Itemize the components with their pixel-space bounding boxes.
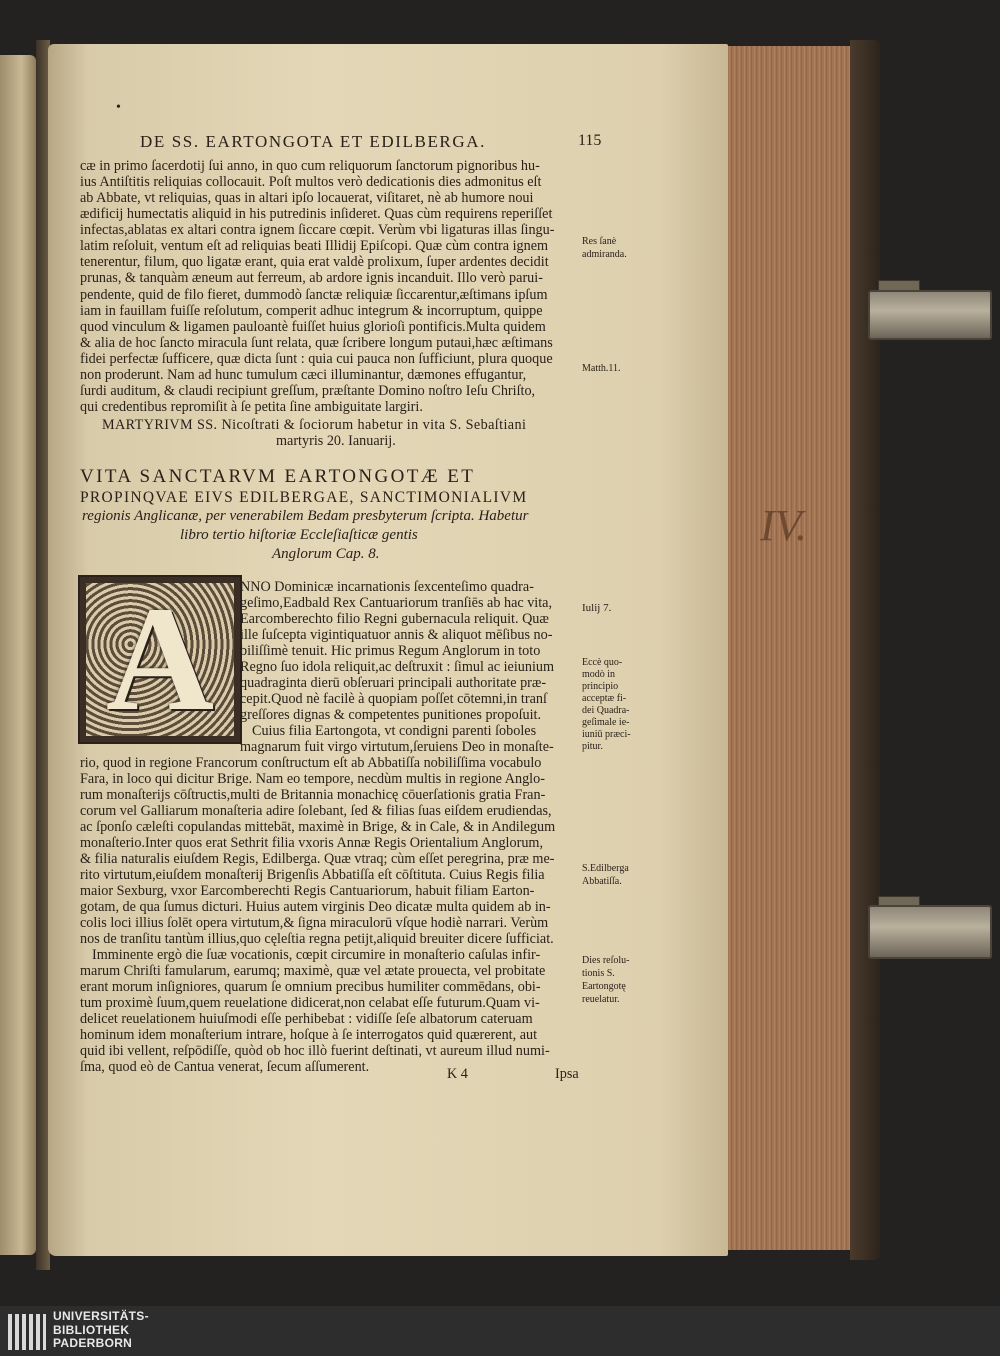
martyrium-notice: martyris 20. Ianuarij. [276, 433, 396, 449]
body-line: ac ſponſo cæleſti copulandas mittebāt, maximè in Brige, & in Cale, & in Andilegum [80, 819, 556, 835]
vita-title: VITA SANCTARVM EARTONGOTÆ ET [80, 466, 476, 487]
body-line: quod vinculum & ligamen pauloantè fuiſſet huius glorioſi pontificis.Multa quidem [80, 319, 546, 335]
vita-subtitle-italic: libro tertio hiſtoriæ Eccleſiaſticæ gentis [180, 527, 418, 543]
body-line: greſſores dignas & competentes punitiones propoſuit. [240, 707, 542, 723]
library-logo-icon [8, 1314, 46, 1350]
margin-note: modò in [582, 669, 616, 680]
margin-note: geſimale ie- [582, 717, 630, 728]
body-line: maior Sexburg, vxor Earcomberechti Regis Cantuariorum, habuit filiam Earton- [80, 883, 535, 899]
fore-edge [718, 46, 858, 1250]
body-line: non proderunt. Nam ad hunc tumulum cæci illuminantur, dæmones effugantur, [80, 367, 527, 383]
body-line: geſimo,Eadbald Rex Cantuariorum tranſiēs ab hac vita, [240, 595, 553, 611]
body-line: NNO Dominicæ incarnationis ſexcenteſimo quadra- [240, 579, 534, 595]
body-line: quadraginta dierū obſeruari principali authoritate præ- [240, 675, 547, 691]
upper-clasp [868, 290, 992, 340]
catchword: Ipsa [555, 1066, 579, 1082]
body-line: prunas, & tanquàm æneum aut ferreum, ab ardore ignis incanduit. Illo verò parui- [80, 270, 543, 286]
body-line: Imminente ergò die ſuæ vocationis, cœpit circumire in monaſterio caſulas infir- [92, 947, 541, 963]
body-line: Earcomberechto filio Regni gubernacula reliquit. Quæ [240, 611, 549, 627]
margin-note: Eartongotę [582, 981, 626, 992]
body-line: rio, quod in regione Francorum conſtructum eſt ab Abbatiſſa nobiliſſima vocabulo [80, 755, 542, 771]
body-line: cæ in primo ſacerdotij ſui anno, in quo cum reliquorum ſanctorum pignoribus hu- [80, 158, 540, 174]
margin-note: Eccè quo- [582, 657, 623, 668]
body-line: marum Chriſti famularum, earumq; maximè, quæ vel ætate prouecta, vel probitate [80, 963, 546, 979]
signature-mark: K 4 [447, 1066, 468, 1082]
library-logo-line: PADERBORN [53, 1336, 133, 1350]
body-line: Fara, in loco qui dicitur Brige. Nam eo tempore, necdùm multis in regione Anglo- [80, 771, 545, 787]
body-line: infectas,ablatas ex altari contra ignem ſiccare cœpit. Verùm vbi ligaturas illas ſingu- [80, 222, 555, 238]
body-line: cepit.Quod nè facilè à quopiam poſſet cōtemni,in tranſ [240, 691, 547, 707]
margin-note: dei Quadra- [582, 705, 630, 716]
lower-clasp [868, 905, 992, 959]
margin-note: tionis S. [582, 968, 615, 979]
body-line: ædificij humectatis aliquid in his putredinis inſideret. Quas cùm requirens reperiſſet [80, 206, 553, 222]
library-logo-line: UNIVERSITÄTS- [53, 1309, 149, 1323]
margin-note: principio [582, 681, 619, 692]
body-line: Regno ſuo idola reliquit,ac deſtruxit : ſimul ac ieiunium [240, 659, 555, 675]
margin-note: Matth.11. [582, 363, 621, 374]
body-line: tum proximè ſuum,quem reuelatione didicerat,non celabat eſſe futurum.Quam vi- [80, 995, 540, 1011]
body-line: ille ſuſcepta vigintiquatuor annis & aliquot mēſibus no- [240, 627, 553, 643]
body-line: quid ibi vellent, reſpōdiſſe, quòd ob hoc illò fuerint deſtinati, vt aureum illud numi- [80, 1043, 550, 1059]
margin-note: pitur. [582, 741, 603, 752]
body-line: hominum idem monaſterium intrare, hoſque à ſe interrogatos quid quærerent, aut [80, 1027, 538, 1043]
vita-subtitle: PROPINQVAE EIVS EDILBERGAE, SANCTIMONIALIVM [80, 489, 528, 506]
page-ornament: • [116, 100, 121, 115]
margin-note: acceptæ fi- [582, 693, 627, 704]
library-logo-line: BIBLIOTHEK [53, 1322, 130, 1337]
margin-note: Res ſanè [582, 236, 617, 247]
body-line: magnarum fuit virgo virtutum,ſeruiens Deo in monaſte- [240, 739, 554, 755]
body-line: ſurdi auditum, & claudi recipiunt greſſum, præſtante Domino noſtro Ieſu Chriſto, [80, 383, 536, 399]
left-page-edge [0, 55, 36, 1255]
library-logo-text [53, 1310, 149, 1351]
margin-note: Abbatiſſa. [582, 876, 622, 887]
body-line: monaſterio.Inter quos erat Sethrit filia vxoris Annæ Regis Orientalium Anglorum, [80, 835, 543, 851]
fore-edge-mark: IV. [760, 501, 807, 550]
body-line: delicet reuelationem huiuſmodi eſſe perhibebat : vidiſſe ſeſe albatorum cateruam [80, 1011, 533, 1027]
body-line: nos de tranſitu tantùm illius,quo cęleſtia regna petijt,aliquid breuiter dicere ſufficiat. [80, 931, 554, 947]
initial-letter: A [105, 576, 215, 742]
body-line: Cuius filia Eartongota, vt condigni parenti ſoboles [252, 723, 537, 739]
running-head: DE SS. EARTONGOTA ET EDILBERGA. [140, 132, 486, 151]
martyrium-notice: MARTYRIVM SS. Nicoſtrati & ſociorum habetur in vita S. Sebaſtiani [102, 417, 527, 433]
vita-subtitle-italic: Anglorum Cap. 8. [272, 546, 380, 562]
body-line: iam in fauillam fuiſſe reſolutum, comperit adhuc integrum & incorruptum, quippe [80, 303, 543, 319]
margin-note: admiranda. [582, 249, 627, 260]
margin-note: S.Edilberga [582, 863, 629, 874]
body-line: tenerentur, filum, quo ligatæ erant, quia erat valdè prolixum, ſuper ardentes decidit [80, 254, 549, 270]
body-line: rito virtutum,eiuſdem monaſterij Brigenſis Abbatiſſa eſt cōſtituta. Cuius Regis filia [80, 867, 545, 883]
decorated-initial [78, 575, 242, 744]
body-line: rum monaſterijs cōſtructis,multi de Britannia monachicę cōuerſationis gratia Fran- [80, 787, 546, 803]
vita-subtitle-italic: regionis Anglicanæ, per venerabilem Bedam presbyterum ſcripta. Habetur [82, 508, 529, 524]
body-line: & filia naturalis eiuſdem Regis, Edilberga. Quæ vtraq; cùm eſſet peregrina, præ me- [80, 851, 555, 867]
body-line: corum vel Galliarum monaſteria adire ſolebant, ſed & filias ſuas eiſdem erudiendas, [80, 803, 552, 819]
body-line: colis loci illius ſolēt opera virtutum,& ſigna miraculorū vſque hodiè narrari. Verùm [80, 915, 549, 931]
body-line: ius Antiſtitis reliquias collocauit. Poſt multos verò dedicationis dies admonitus eſt [80, 174, 542, 190]
margin-note: Iulij 7. [582, 602, 612, 614]
margin-note: iuniū præci- [582, 729, 631, 740]
body-line: ab Abbate, vt reliquias, quas in altari ipſo locauerat, viſitaret, nè ab humore noui [80, 190, 534, 206]
page-number: 115 [578, 132, 602, 149]
body-line: latim reſoluit, ventum eſt ad reliquias beati Illidij Epiſcopi. Quæ cùm contra ignem [80, 238, 549, 254]
margin-note: reuelatur. [582, 994, 620, 1005]
body-line: biliſſimè tenuit. Hic primus Regum Anglorum in toto [240, 643, 541, 659]
book-cover [850, 40, 880, 1260]
margin-note: Dies reſolu- [582, 955, 630, 966]
body-line: ſma, quod eò de Cantua venerat, ſecum aſſumerent. [80, 1059, 370, 1075]
body-line: gotam, de qua ſumus dicturi. Huius autem virginis Deo dicatæ multa quidem ab in- [80, 899, 551, 915]
body-line: erant morum inſigniores, quarum ſe omnium precibus humiliter commēdans, obi- [80, 979, 541, 995]
body-line: & alia de hoc ſancto miracula ſunt relata, quæ ſcribere longum putaui,hæc æſtimans [80, 335, 553, 351]
body-line: pendente, quid de filo fieret, dummodò ſanctæ reliquiæ ſiccarentur,æſtimans ipſum [80, 287, 548, 303]
library-footer [0, 1306, 1000, 1356]
body-line: fidei perfectæ ſufficere, quæ dicta ſunt : quia cui pauca non ſufficiunt, plura quoque [80, 351, 553, 367]
body-line: qui credentibus repromiſit à ſe petita ſine ambiguitate largiri. [80, 399, 423, 415]
